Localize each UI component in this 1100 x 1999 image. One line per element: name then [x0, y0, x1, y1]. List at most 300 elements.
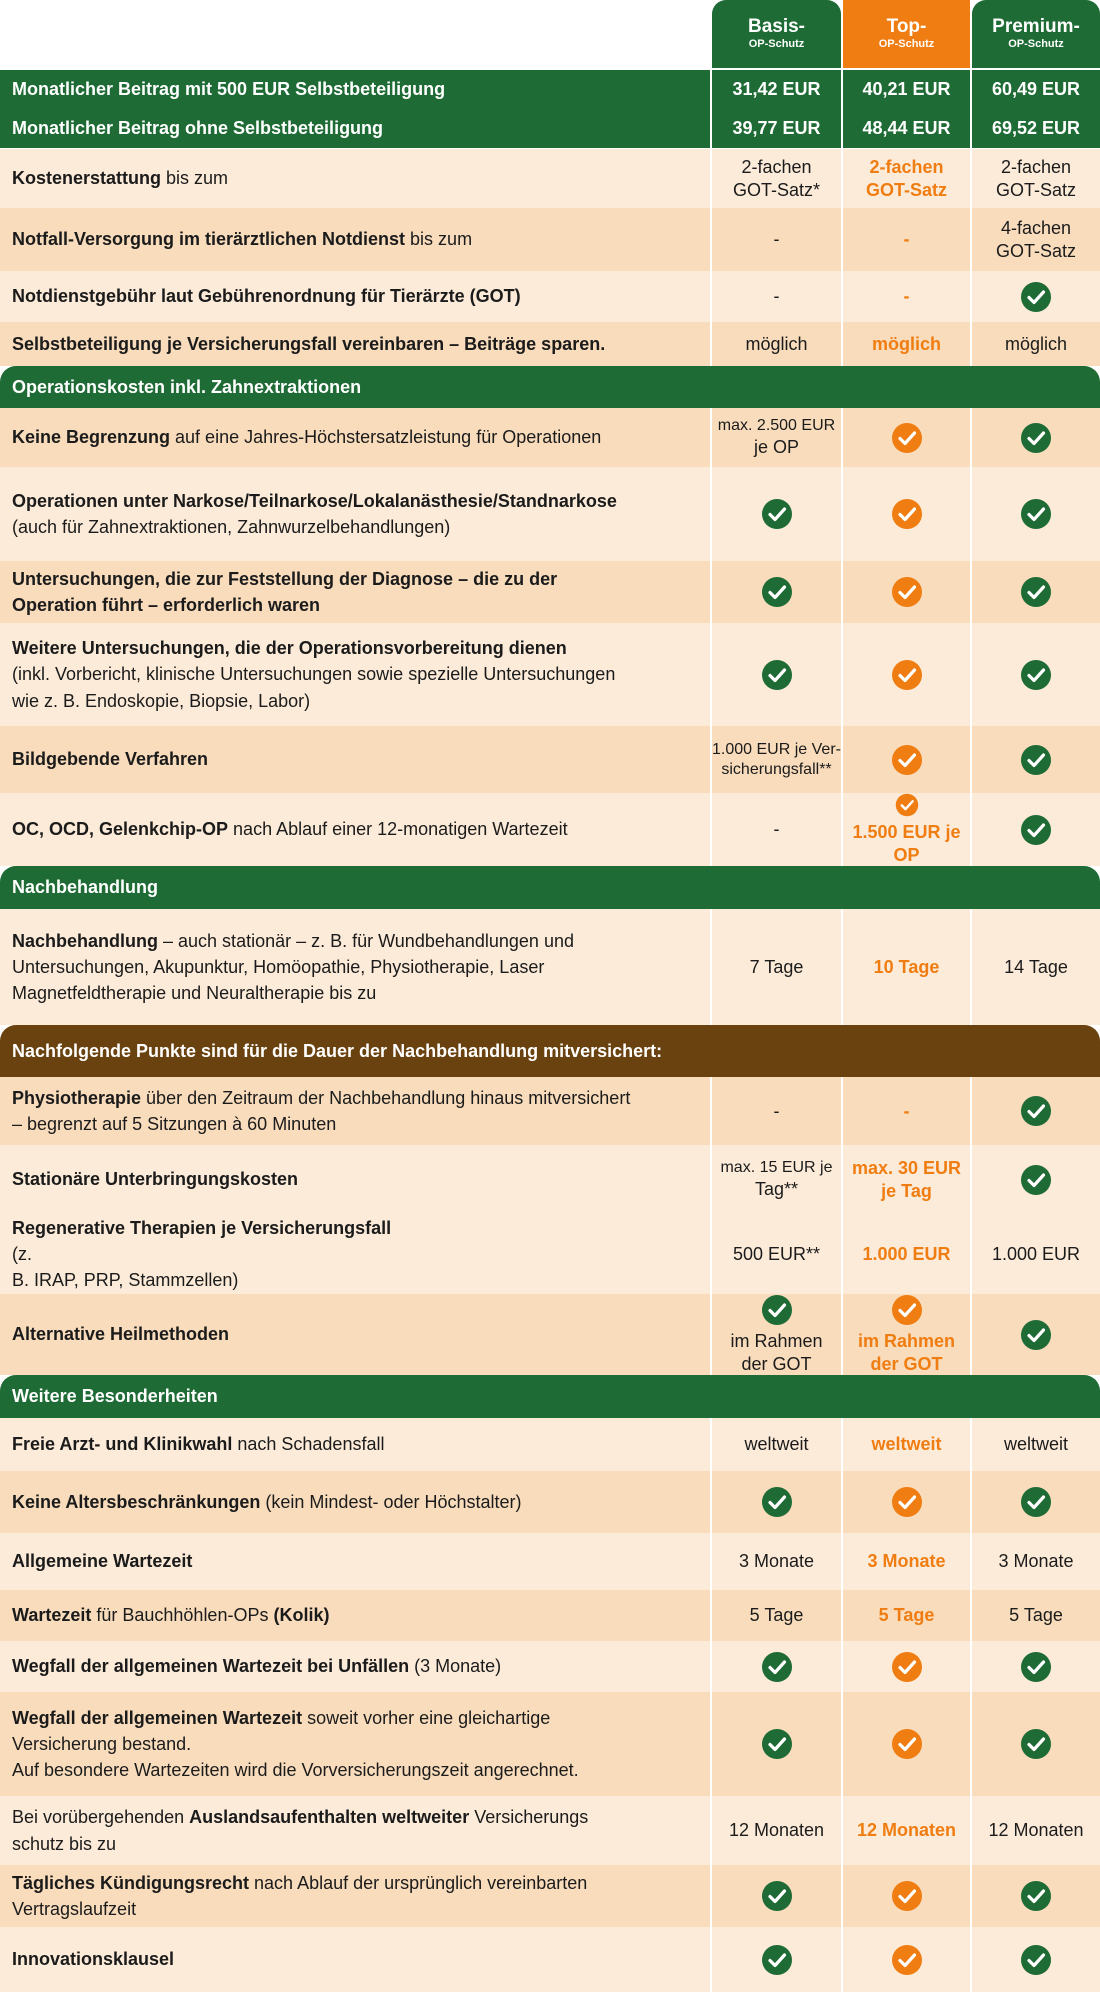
top-value-cell — [841, 1641, 970, 1692]
table-row — [0, 208, 1100, 271]
row-label — [0, 408, 710, 467]
row-label-text — [12, 1602, 698, 1628]
table-row — [0, 1641, 1100, 1692]
value-text: max. 2.500 EUR — [717, 417, 836, 435]
row-label — [0, 467, 710, 561]
checkmark-icon — [1020, 814, 1052, 846]
row-label-text — [12, 1383, 698, 1409]
label-segment: Tägliches Kündigungsrecht — [12, 1872, 250, 1893]
row-label-text — [12, 1215, 698, 1293]
value-text: möglich — [871, 333, 941, 354]
checkmark-icon — [761, 1486, 793, 1518]
value-text: 7 Tage — [749, 956, 804, 977]
label-segment: Nachfolgende Punkte sind für die Dauer der Nachbehandlung mitversichert: — [12, 1040, 663, 1061]
top-value-cell — [841, 793, 970, 866]
basis-value-cell — [710, 561, 841, 623]
value-text: je OP — [753, 437, 800, 458]
checkmark-icon — [761, 1651, 793, 1683]
row-label-text — [12, 928, 698, 1006]
column-title: Top- — [886, 15, 927, 37]
row-label — [0, 561, 710, 623]
table-row — [0, 793, 1100, 866]
checkmark-icon — [891, 1294, 923, 1326]
value-text: je Tag — [881, 1180, 932, 1201]
checkmark-icon — [1020, 1944, 1052, 1976]
label-segment: 500 EUR Selbstbeteiligung — [212, 79, 446, 100]
value-text: im Rahmen — [730, 1331, 823, 1351]
label-segment: wie z. B. Endoskopie, Biopsie, Labor) — [12, 690, 311, 711]
value-text: 2-fachen — [741, 157, 812, 177]
row-label — [0, 1865, 710, 1927]
value-text: 3 Monate — [867, 1551, 946, 1572]
value-text: 5 Tage — [878, 1605, 935, 1626]
column-header-premium — [972, 0, 1100, 68]
value-text: 1.000 EUR — [862, 1243, 951, 1264]
table-row — [0, 467, 1100, 561]
row-label-text — [12, 331, 698, 357]
premium-value-cell — [970, 1471, 1100, 1533]
label-segment: Kostenerstattung — [12, 168, 162, 189]
value-text: möglich — [745, 333, 808, 354]
table-row — [0, 1927, 1100, 1992]
row-label — [0, 70, 710, 109]
row-label — [0, 1533, 710, 1590]
row-label — [0, 1641, 710, 1692]
premium-value-cell — [970, 1796, 1100, 1865]
row-label — [0, 149, 710, 208]
premium-value-cell — [970, 623, 1100, 726]
label-segment: B. IRAP, PRP, Stammzellen) — [12, 1270, 239, 1291]
premium-value-cell — [970, 1214, 1100, 1294]
premium-value-cell — [970, 1641, 1100, 1692]
row-label-text — [12, 1431, 698, 1457]
label-segment: mit — [185, 79, 213, 100]
value-text: 10 Tage — [873, 956, 940, 977]
value-text: im Rahmen — [857, 1331, 956, 1351]
label-segment: Weitere Besonderheiten — [12, 1386, 218, 1407]
table-row — [0, 1692, 1100, 1796]
checkmark-icon — [891, 659, 923, 691]
label-segment: Vertragslaufzeit — [12, 1899, 137, 1919]
table-row — [0, 623, 1100, 726]
value-text: 40,21 EUR — [862, 79, 951, 100]
value-text: 2-fachen — [869, 157, 944, 177]
row-label — [0, 623, 710, 726]
table-row — [0, 909, 1100, 1025]
table-row — [0, 408, 1100, 467]
label-segment: Nachbehandlung — [12, 877, 159, 898]
section-header — [0, 1025, 1100, 1077]
checkmark-icon — [761, 1944, 793, 1976]
top-value-cell — [841, 1418, 970, 1471]
premium-value-cell — [970, 1294, 1100, 1375]
basis-value-cell — [710, 1294, 841, 1375]
row-label-text — [12, 1038, 698, 1064]
premium-value-cell — [970, 909, 1100, 1025]
label-segment: Physiotherapie — [12, 1087, 142, 1108]
table-row — [0, 1471, 1100, 1533]
value-text: 1.000 EUR — [991, 1243, 1081, 1264]
row-label-text — [12, 165, 698, 191]
label-segment: Regenerative Therapien je Versicherungsfall — [12, 1217, 392, 1238]
checkmark-icon — [891, 576, 923, 608]
checkmark-icon — [1020, 1880, 1052, 1912]
label-segment: Wartezeit — [12, 1605, 92, 1626]
label-segment: – begrenzt auf 5 Sitzungen à 60 Minuten — [12, 1114, 337, 1134]
label-segment: Keine Begrenzung — [12, 427, 171, 448]
premium-value-cell — [970, 793, 1100, 866]
label-segment: Auf besondere Wartezeiten wird die Vorversicherungszeit angerechnet. — [12, 1760, 579, 1781]
premium-value-cell — [970, 1590, 1100, 1641]
value-text: 2-fachen — [1000, 157, 1072, 177]
basis-value-cell — [710, 271, 841, 322]
checkmark-icon — [891, 1944, 923, 1976]
label-segment: (kein Mindest- oder Höchstalter) — [260, 1491, 522, 1512]
premium-value-cell — [970, 70, 1100, 109]
label-segment: schutz bis zu — [12, 1833, 117, 1854]
premium-value-cell — [970, 208, 1100, 271]
label-segment: (inkl. Vorbericht, klinische Untersuchungen sowie spezielle Untersuchungen — [12, 664, 616, 685]
basis-value-cell — [710, 1471, 841, 1533]
checkmark-icon — [891, 744, 923, 776]
value-text: 39,77 EUR — [732, 118, 821, 139]
top-value-cell — [841, 467, 970, 561]
value-text: - — [903, 1100, 910, 1121]
top-value-cell — [841, 1927, 970, 1992]
column-title: Basis- — [747, 15, 806, 37]
label-segment: Selbstbeteiligung je Versicherungsfall vereinbaren – Beiträge sparen. — [12, 333, 606, 354]
value-text: 500 EUR** — [732, 1243, 821, 1264]
top-value-cell — [841, 726, 970, 793]
value-text: max. 30 EUR — [851, 1158, 962, 1178]
row-label — [0, 1145, 710, 1214]
row-label-text — [12, 1085, 698, 1137]
column-subtitle: OP-Schutz — [1008, 37, 1064, 50]
row-label — [0, 1590, 710, 1641]
checkmark-icon — [1020, 744, 1052, 776]
section-title — [0, 866, 710, 909]
table-row — [0, 726, 1100, 793]
value-text: weltweit — [871, 1434, 942, 1455]
row-label — [0, 1692, 710, 1796]
value-text: der GOT — [741, 1353, 812, 1374]
label-segment: Keine Altersbeschränkungen — [12, 1491, 261, 1512]
row-label-text — [12, 424, 698, 450]
label-segment: Selbstbeteiligung — [228, 118, 384, 139]
basis-value-cell — [710, 1214, 841, 1294]
label-segment: Alternative Heilmethoden — [12, 1324, 230, 1345]
row-label-text — [12, 1548, 698, 1574]
checkmark-icon — [1020, 1319, 1052, 1351]
row-label-text — [12, 488, 698, 540]
label-segment: – auch stationär – z. B. für Wundbehandlungen und — [158, 930, 574, 951]
top-value-cell — [841, 149, 970, 208]
top-value-cell — [841, 208, 970, 271]
checkmark-icon — [761, 1728, 793, 1760]
basis-value-cell — [710, 1145, 841, 1214]
label-segment: Wegfall der allgemeinen Wartezeit — [12, 1707, 303, 1728]
row-label-text — [12, 1489, 698, 1515]
label-segment: Weitere Untersuchungen, die der Operationsvorbereitung dienen — [12, 638, 567, 659]
basis-value-cell — [710, 1533, 841, 1590]
label-segment: Operation führt – erforderlich waren — [12, 595, 321, 615]
premium-value-cell — [970, 1865, 1100, 1927]
table-row — [0, 1533, 1100, 1590]
label-segment: (z. — [12, 1243, 32, 1264]
value-text: - — [773, 229, 780, 250]
value-text: GOT-Satz — [865, 179, 947, 200]
premium-value-cell — [970, 1927, 1100, 1992]
checkmark-icon — [1020, 659, 1052, 691]
top-value-cell — [841, 623, 970, 726]
table-row — [0, 70, 1100, 109]
table-row — [0, 1145, 1100, 1214]
label-segment: Bildgebende Verfahren — [12, 749, 209, 770]
top-value-cell — [841, 1533, 970, 1590]
premium-value-cell — [970, 1418, 1100, 1471]
row-label-text — [12, 115, 698, 141]
top-value-cell — [841, 909, 970, 1025]
row-label — [0, 1471, 710, 1533]
premium-value-cell — [970, 726, 1100, 793]
checkmark-icon — [1020, 1651, 1052, 1683]
row-label — [0, 208, 710, 271]
label-segment: Bei vorübergehenden — [12, 1807, 190, 1828]
value-text: - — [903, 286, 910, 307]
section-header — [0, 866, 1100, 909]
top-value-cell — [841, 561, 970, 623]
row-label-text — [12, 1653, 698, 1679]
checkmark-icon — [891, 1728, 923, 1760]
top-value-cell — [841, 1692, 970, 1796]
table-row — [0, 109, 1100, 148]
basis-value-cell — [710, 1418, 841, 1471]
value-text: GOT-Satz* — [732, 179, 821, 200]
section-title — [0, 1375, 710, 1418]
label-segment: bis zum — [405, 229, 473, 250]
basis-value-cell — [710, 793, 841, 866]
checkmark-icon — [1020, 576, 1052, 608]
value-text: 14 Tage — [1004, 956, 1068, 977]
row-label-text — [12, 1321, 698, 1347]
premium-value-cell — [970, 408, 1100, 467]
checkmark-icon — [761, 1294, 793, 1326]
top-value-cell — [841, 1294, 970, 1375]
row-label — [0, 109, 710, 148]
premium-value-cell — [970, 271, 1100, 322]
checkmark-icon — [891, 793, 923, 817]
value-text: - — [773, 1100, 780, 1121]
value-text: möglich — [1004, 333, 1068, 354]
premium-value-cell — [970, 1145, 1100, 1214]
premium-value-cell — [970, 1077, 1100, 1145]
table-row — [0, 1796, 1100, 1865]
row-label — [0, 726, 710, 793]
table-row — [0, 271, 1100, 322]
label-segment: bis zum — [161, 168, 229, 189]
value-text: GOT-Satz — [995, 240, 1076, 261]
value-text: 12 Monaten — [856, 1820, 957, 1841]
value-text: - — [773, 819, 780, 840]
value-text: 1.500 EUR je OP — [852, 822, 961, 865]
label-segment: (auch für Zahnextraktionen, Zahnwurzelbehandlungen) — [12, 517, 451, 537]
table-row — [0, 149, 1100, 208]
checkmark-icon — [891, 1880, 923, 1912]
basis-value-cell — [710, 70, 841, 109]
top-value-cell — [841, 109, 970, 148]
top-value-cell — [841, 1077, 970, 1145]
basis-value-cell — [710, 1796, 841, 1865]
value-text: - — [773, 286, 780, 307]
table-row — [0, 561, 1100, 623]
column-subtitle: OP-Schutz — [748, 37, 805, 50]
label-segment: Monatlicher Beitrag — [12, 79, 186, 100]
row-label-text — [12, 76, 698, 102]
label-segment: Freie Arzt- und Klinikwahl — [12, 1434, 233, 1455]
top-value-cell — [841, 271, 970, 322]
label-segment: nach Schadensfall — [232, 1434, 385, 1455]
value-text: 3 Monate — [738, 1551, 815, 1572]
value-text: 5 Tage — [1009, 1605, 1063, 1626]
column-subtitle: OP-Schutz — [878, 37, 935, 50]
premium-value-cell — [970, 561, 1100, 623]
row-label-text — [12, 1705, 698, 1783]
label-segment: (3 Monate) — [409, 1656, 502, 1677]
row-label — [0, 1927, 710, 1992]
label-segment: Untersuchungen, Akupunktur, Homöopathie, Physiotherapie, Laser — [12, 956, 545, 977]
label-segment: nach Ablauf der ursprünglich vereinbarten — [249, 1872, 588, 1893]
row-label-text — [12, 816, 698, 842]
premium-value-cell — [970, 1533, 1100, 1590]
label-segment: Wegfall der allgemeinen Wartezeit bei Unfällen — [12, 1656, 410, 1677]
premium-value-cell — [970, 109, 1100, 148]
row-label — [0, 1796, 710, 1865]
row-label — [0, 793, 710, 866]
value-text: 3 Monate — [998, 1551, 1074, 1572]
label-segment: Innovationsklausel — [12, 1949, 175, 1970]
value-text: 60,49 EUR — [991, 79, 1081, 100]
checkmark-icon — [891, 1651, 923, 1683]
basis-value-cell — [710, 109, 841, 148]
label-segment: OC, OCD, Gelenkchip-OP — [12, 819, 229, 840]
value-text: 4-fachen — [1000, 218, 1072, 238]
checkmark-icon — [891, 422, 923, 454]
basis-value-cell — [710, 149, 841, 208]
basis-value-cell — [710, 909, 841, 1025]
label-segment: soweit vorher eine gleichartige — [302, 1707, 551, 1728]
basis-value-cell — [710, 208, 841, 271]
checkmark-icon — [1020, 1486, 1052, 1518]
top-value-cell — [841, 408, 970, 467]
basis-value-cell — [710, 623, 841, 726]
checkmark-icon — [1020, 1164, 1052, 1196]
premium-value-cell — [970, 149, 1100, 208]
label-segment: Operationskosten inkl. Zahnextraktionen — [12, 376, 362, 397]
checkmark-icon — [761, 498, 793, 530]
row-label — [0, 1214, 710, 1294]
basis-value-cell — [710, 1927, 841, 1992]
table-row — [0, 1418, 1100, 1471]
basis-value-cell — [710, 1641, 841, 1692]
checkmark-icon — [1020, 422, 1052, 454]
premium-value-cell — [970, 467, 1100, 561]
table-row — [0, 1294, 1100, 1375]
label-segment: Nachbehandlung — [12, 930, 159, 951]
top-value-cell — [841, 1145, 970, 1214]
label-segment: Stationäre Unterbringungskosten — [12, 1169, 299, 1190]
checkmark-icon — [1020, 281, 1052, 313]
table-row — [0, 1865, 1100, 1927]
top-value-cell — [841, 1590, 970, 1641]
row-label-text — [12, 1166, 698, 1192]
value-text: sicherungsfall** — [721, 760, 832, 778]
section-title — [0, 366, 710, 408]
value-text: 1.000 EUR je Ver- — [712, 740, 841, 758]
section-header — [0, 1375, 1100, 1418]
checkmark-icon — [761, 576, 793, 608]
row-label — [0, 909, 710, 1025]
label-segment: Magnetfeldtherapie und Neuraltherapie bis zu — [12, 983, 377, 1004]
top-value-cell — [841, 70, 970, 109]
row-label — [0, 322, 710, 366]
label-segment: (Kolik) — [273, 1605, 330, 1626]
basis-value-cell — [710, 1692, 841, 1796]
label-segment: Notfall-Versorgung im tierärztlichen Notdienst — [12, 229, 406, 250]
value-text: max. 15 EUR je — [720, 1159, 833, 1177]
row-label-text — [12, 1804, 698, 1856]
label-segment: Versicherungs — [469, 1807, 589, 1828]
label-segment: ohne — [185, 118, 229, 139]
label-segment: für Bauchhöhlen-OPs — [91, 1605, 274, 1626]
basis-value-cell — [710, 726, 841, 793]
value-text: weltweit — [744, 1434, 809, 1455]
column-title: Premium- — [992, 15, 1080, 37]
label-segment: Untersuchungen, die zur Feststellung der Diagnose – die zu der — [12, 568, 558, 589]
value-text: 48,44 EUR — [862, 118, 951, 139]
value-text: 12 Monaten — [988, 1820, 1084, 1841]
basis-value-cell — [710, 1865, 841, 1927]
row-label — [0, 271, 710, 322]
table-row — [0, 322, 1100, 366]
table-row — [0, 1590, 1100, 1641]
row-label — [0, 1418, 710, 1471]
basis-value-cell — [710, 322, 841, 366]
value-text: - — [903, 229, 910, 250]
label-segment: Notdienstgebühr laut Gebührenordnung für Tierärzte (GOT) — [12, 286, 521, 307]
top-value-cell — [841, 322, 970, 366]
value-text: 31,42 EUR — [732, 79, 821, 100]
label-segment: über den Zeitraum der Nachbehandlung hinaus mitversichert — [141, 1087, 631, 1108]
row-label-text — [12, 746, 698, 772]
checkmark-icon — [761, 1880, 793, 1912]
label-segment: Versicherung bestand. — [12, 1733, 192, 1754]
top-value-cell — [841, 1214, 970, 1294]
row-label — [0, 1077, 710, 1145]
section-title — [0, 1025, 710, 1077]
row-label — [0, 1294, 710, 1375]
top-value-cell — [841, 1796, 970, 1865]
label-segment: auf eine Jahres-Höchstersatzleistung für Operationen — [170, 427, 602, 448]
value-text: 12 Monaten — [728, 1820, 825, 1841]
value-text: 69,52 EUR — [991, 118, 1081, 139]
checkmark-icon — [891, 498, 923, 530]
label-segment: Monatlicher Beitrag — [12, 118, 186, 139]
label-segment: Allgemeine Wartezeit — [12, 1551, 193, 1572]
checkmark-icon — [1020, 1095, 1052, 1127]
checkmark-icon — [891, 1486, 923, 1518]
row-label-text — [12, 226, 698, 252]
row-label-text — [12, 1946, 698, 1972]
